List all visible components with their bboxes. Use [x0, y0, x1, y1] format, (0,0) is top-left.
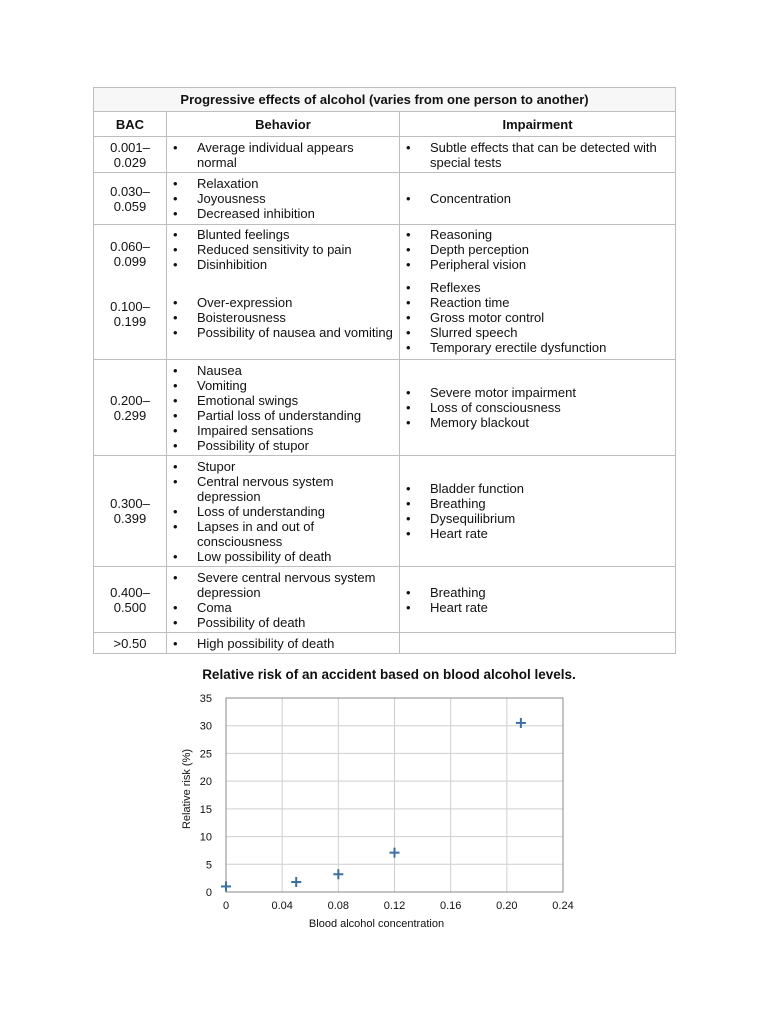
behavior-cell [167, 456, 400, 567]
x-tick-label: 0.08 [327, 900, 350, 912]
list-item: • Partial loss of understanding [197, 408, 393, 423]
list-item: • Loss of understanding [197, 504, 393, 519]
bac-range: >0.50 [94, 633, 167, 654]
list-item: • Temporary erectile dysfunction [430, 340, 606, 355]
bac-range: 0.030–0.059 [94, 173, 167, 225]
y-tick-label: 5 [205, 859, 212, 872]
header-behavior: Behavior [167, 112, 400, 137]
data-point [390, 848, 400, 858]
x-tick-label: 0.20 [496, 900, 518, 912]
list-item: • Average individual appears normal [197, 140, 393, 170]
list-item: • Dysequilibrium [430, 511, 669, 526]
behavior-cell [167, 225, 400, 360]
x-tick-label: 0.04 [271, 900, 293, 912]
x-tick-label: 0 [222, 900, 230, 912]
chart-title: Relative risk of an accident based on blood alcohol levels. [202, 667, 576, 682]
impairment-cell [400, 456, 676, 567]
list-item: • Concentration [430, 191, 669, 206]
bac-range-pair [94, 225, 167, 360]
y-tick-label: 25 [199, 748, 212, 761]
y-tick-label: 35 [199, 693, 212, 705]
list-item: • Lapses in and out of consciousness [197, 519, 393, 549]
table-row [94, 137, 676, 173]
x-tick-label: 0.24 [552, 900, 574, 912]
list-item: • Breathing [430, 585, 669, 600]
bac-range: 0.060–0.099 [110, 239, 150, 269]
table-row [94, 567, 676, 633]
table-row [94, 225, 676, 360]
list-item: • Coma [197, 600, 393, 615]
data-point [221, 881, 231, 891]
list-item: • Emotional swings [197, 393, 393, 408]
list-item: • Central nervous system depression [197, 474, 393, 504]
impairment-cell [400, 360, 676, 456]
list-item: • Disinhibition [197, 257, 352, 272]
list-item: • Memory blackout [430, 415, 669, 430]
bac-range: 0.400–0.500 [94, 567, 167, 633]
impairment-cell [400, 137, 676, 173]
alcohol-effects-table [93, 87, 676, 654]
list-item: • Gross motor control [430, 310, 606, 325]
table-title: Progressive effects of alcohol (varies from one person to another) [94, 88, 676, 112]
list-item: • Possibility of death [197, 615, 393, 630]
table-row [94, 633, 676, 654]
behavior-cell [167, 137, 400, 173]
y-tick-label: 30 [199, 720, 212, 733]
bac-range: 0.200–0.299 [94, 360, 167, 456]
header-bac: BAC [94, 112, 167, 137]
table-row [94, 360, 676, 456]
behavior-cell [167, 633, 400, 654]
list-item: • Reaction time [430, 295, 606, 310]
data-point [516, 718, 526, 728]
list-item: • Bladder function [430, 481, 669, 496]
list-item: • Possibility of nausea and vomiting [197, 325, 393, 340]
list-item: • Reduced sensitivity to pain [197, 242, 352, 257]
list-item: • Heart rate [430, 600, 669, 615]
x-tick-label: 0.12 [383, 900, 406, 912]
list-item: • Impaired sensations [197, 423, 393, 438]
list-item: • Slurred speech [430, 325, 606, 340]
x-tick-label: 0.16 [439, 900, 462, 912]
list-item: • Depth perception [430, 242, 529, 257]
list-item: • High possibility of death [197, 636, 393, 651]
list-item: • Reflexes [430, 280, 606, 295]
list-item: • Subtle effects that can be detected with special tests [430, 140, 669, 170]
list-item: • Over-expression [197, 295, 393, 310]
bac-range: 0.300–0.399 [94, 456, 167, 567]
list-item: • Peripheral vision [430, 257, 529, 272]
list-item: • Boisterousness [197, 310, 393, 325]
impairment-cell [400, 567, 676, 633]
list-item: • Heart rate [430, 526, 669, 541]
bac-range: 0.001–0.029 [94, 137, 167, 173]
behavior-cell [167, 173, 400, 225]
list-item: • Reasoning [430, 227, 529, 242]
list-item: • Relaxation [197, 176, 393, 191]
list-item: • Blunted feelings [197, 227, 352, 242]
impairment-cell [400, 173, 676, 225]
list-item: • Decreased inhibition [197, 206, 393, 221]
y-tick-label: 15 [199, 803, 212, 816]
impairment-cell [400, 633, 676, 654]
y-tick-label: 0 [205, 887, 212, 899]
y-tick-label: 10 [199, 831, 212, 844]
list-item: • Joyousness [197, 191, 393, 206]
data-point [291, 877, 301, 887]
list-item: • Vomiting [197, 378, 393, 393]
header-impairment: Impairment [400, 112, 676, 137]
list-item: • Severe motor impairment [430, 385, 669, 400]
scatter-chart [0, 680, 768, 940]
list-item: • Possibility of stupor [197, 438, 393, 453]
x-axis-label: Blood alcohol concentration [308, 918, 445, 930]
list-item: • Loss of consciousness [430, 400, 669, 415]
impairment-cell [400, 225, 676, 360]
list-item: • Nausea [197, 363, 393, 378]
y-tick-label: 20 [199, 776, 212, 789]
bac-range: 0.100–0.199 [110, 299, 150, 329]
list-item: • Breathing [430, 496, 669, 511]
behavior-cell [167, 360, 400, 456]
list-item: • Severe central nervous system depression [197, 570, 393, 600]
table-row [94, 456, 676, 567]
y-axis-label: Relative risk (%) [181, 748, 193, 830]
data-point [333, 869, 343, 879]
behavior-cell [167, 567, 400, 633]
table-row [94, 173, 676, 225]
list-item: • Low possibility of death [197, 549, 393, 564]
list-item: • Stupor [197, 459, 393, 474]
